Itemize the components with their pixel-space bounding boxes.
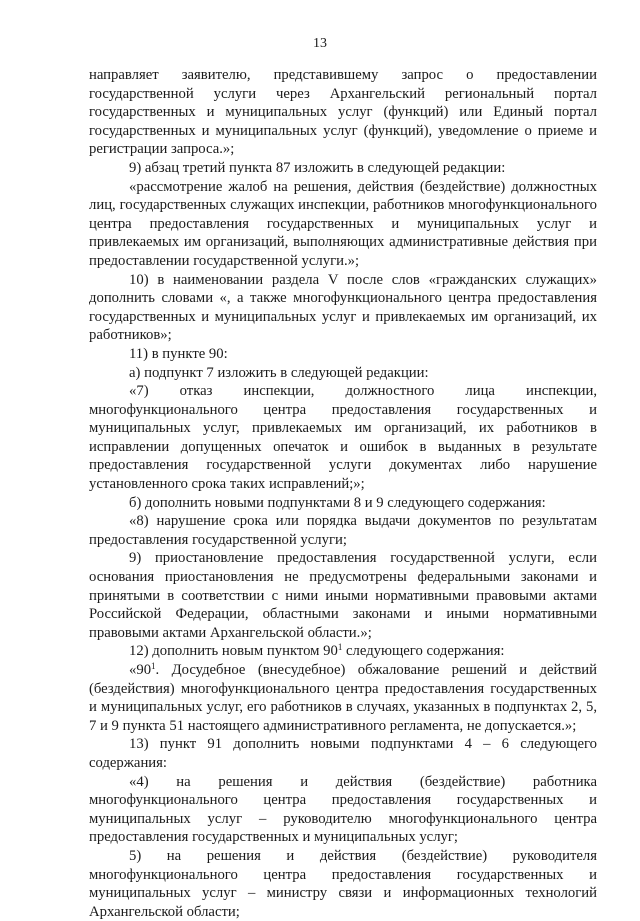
item-12-text-after: следующего содержания: [342,643,505,660]
paragraph-item-13: 13) пункт 91 дополнить новыми подпунктами 4 – 6 следующего содержания: [89,736,597,771]
paragraph-quote-8: «8) нарушение срока или порядка выдачи документов по результатам предоставления государственной услуги; [89,513,597,548]
paragraph-quote-5: 5) на решения и действия (бездействие) руководителя многофункционального центра предоставления государственных и муниципальных услуг – министру связи и информационных технологий Архангельской области; [89,847,597,920]
paragraph-item-10: 10) в наименовании раздела V после слов «гражданских служащих» дополнить словами «, а также многофункционального центра предоставления государственных и муниципальных услуг и привлекаемых им организаций, их работников»; [89,271,597,344]
paragraph-continuation: направляет заявителю, представившему запрос о предоставлении государственной услуги через Архангельский региональный портал государственных и муниципальных услуг (функций) или Единый портал государственных и муниципальных услуг (функций), уведомление о приеме и регистрации запроса.»; [89,67,597,158]
paragraph-quote-7: «7) отказ инспекции, должностного лица инспекции, многофункционального центра предоставления государственных и муниципальных услуг, привлекаемых им организаций, их работников в исправлении допущенных опечаток и ошибок в выданных в результате предоставления государственной услуги документах либо нарушение установленного срока таких исправлений;»; [89,383,597,493]
quote-90-1-text-before: «90 [129,662,152,678]
quote-90-1-superscript: 1 [151,661,156,671]
paragraph-quote-4: «4) на решения и действия (бездействие) работника многофункционального центра предоставления государственных и муниципальных услуг – руководителю многофункционального центра предоставления государственных и муниципальных услуг; [89,773,597,846]
paragraph-item-9: 9) абзац третий пункта 87 изложить в следующей редакции: [129,159,506,176]
document-body [89,66,597,921]
paragraph-quote-complaints: «рассмотрение жалоб на решения, действия (бездействие) должностных лиц, государственных служащих инспекции, работников многофункционального центра предоставления государственных и муниципальных услуг и привлекаемых им организаций, выполняющих административные действия при предоставлении государственной услуги.»; [89,178,597,269]
paragraph-subitem-b: б) дополнить новыми подпунктами 8 и 9 следующего содержания: [129,494,546,511]
item-12-superscript: 1 [337,642,343,653]
paragraph-subitem-a: а) подпункт 7 изложить в следующей редакции: [129,364,429,381]
paragraph-item-11: 11) в пункте 90: [129,345,228,362]
paragraph-item-12 [89,642,597,661]
paragraph-quote-90-1 [89,661,597,735]
quote-90-1-text-after: . Досудебное (внесудебное) обжалование решений и действий (бездействия) многофункционального центра предоставления государственных и муниципальных услуг, его работников в случаях, указанных в подпунктах 2, 5, 7 и 9 пункта 51 настоящего административного регламента, не допускается.»; [89,662,597,734]
item-12-text-before: 12) дополнить новым пунктом 90 [129,643,338,660]
paragraph-quote-9: 9) приостановление предоставления государственной услуги, если основания приостановления не предусмотрены федеральными законами и принятыми в соответствии с ними иными нормативными правовыми актами Российской Федерации, областными законами и иными нормативными правовыми актами Архангельской области.»; [89,550,597,641]
page-number: 13 [313,36,327,51]
